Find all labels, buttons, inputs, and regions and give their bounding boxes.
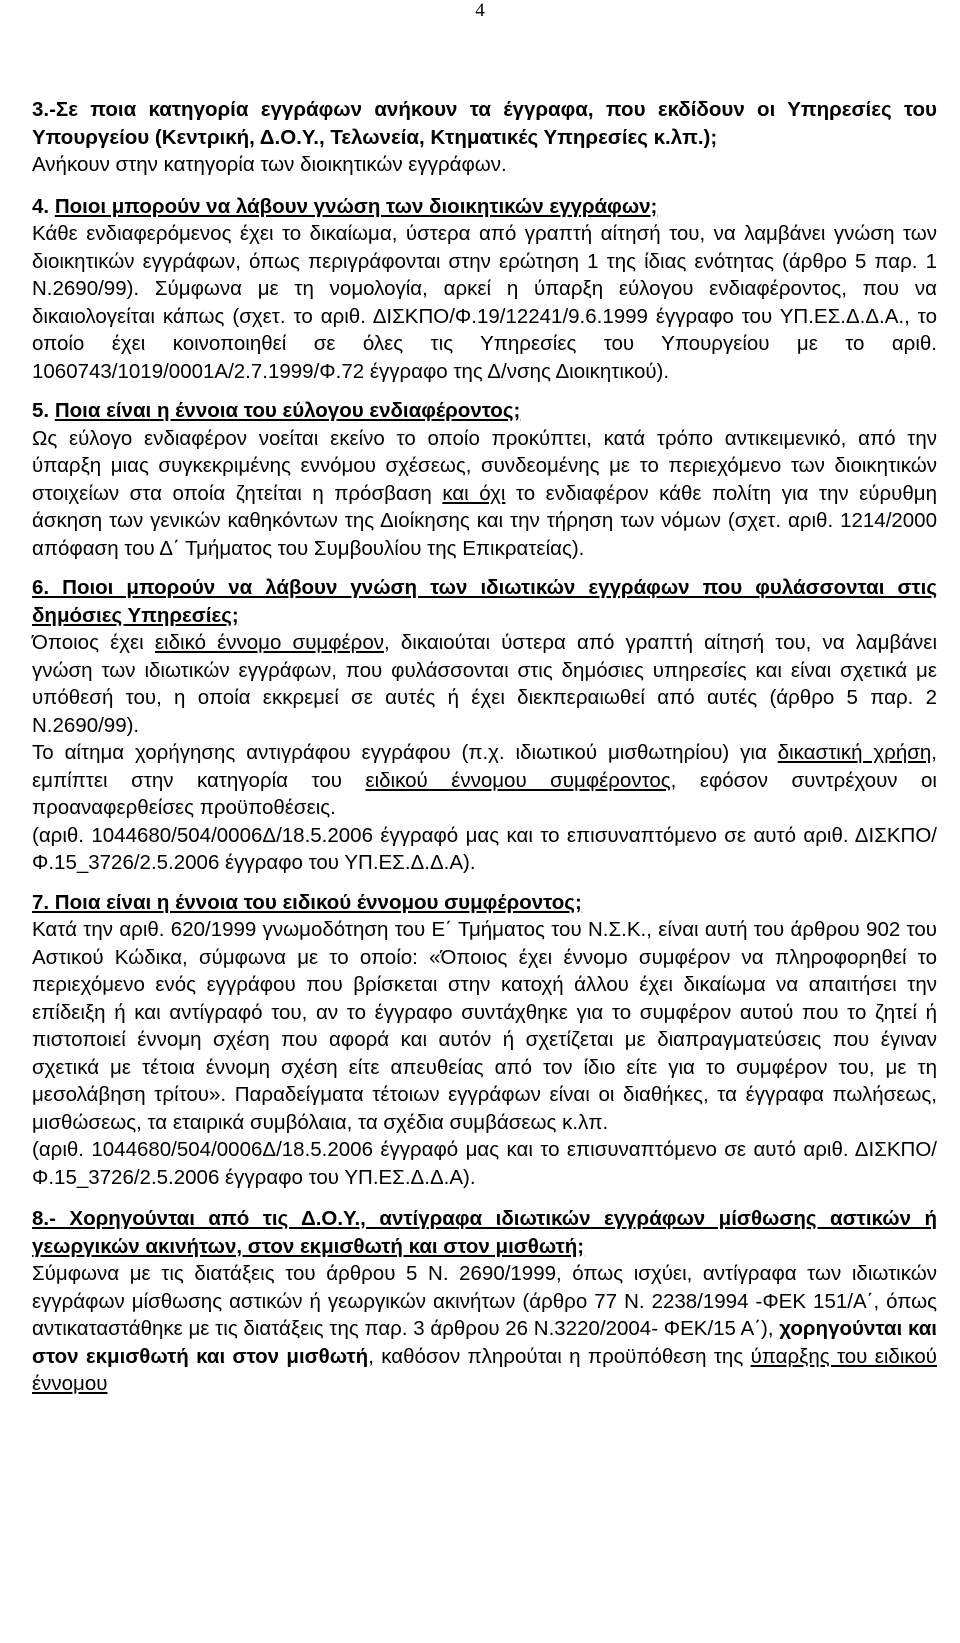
section-3 [32,96,937,179]
answer-6-p2-underlined-1: δικαστική χρήση [777,741,932,764]
question-4 [32,193,937,221]
answer-8-p1-underlined: ύπαρξης του ειδικού έννομου [32,1344,937,1395]
question-5-number: 5. [32,399,50,422]
answer-6-p1-b: , δικαιούται ύστερα από γραπτή αίτησή του, να λαμβάνει γνώση των ιδιωτικών εγγράφων, που φυλάσσονται στις δημόσιες υπηρεσίες και είναι σχετικά με υπόθεσή του, η οποία εκκρεμεί σε αυτές ή έχει διεκπεραιωθεί από αυτές (άρθρο 5 παρ. 2 Ν.2690/99). [32,631,938,737]
answer-8-paragraph-1 [32,1260,937,1398]
answer-6-p2-underlined-2: ειδικού έννομου συμφέροντος [365,768,671,792]
question-8: 8.- Χορηγούνται από τις Δ.Ο.Υ., αντίγραφα ιδιωτικών εγγράφων μίσθωσης αστικών ή γεωργικών ακινήτων, στον εκμισθωτή και στον μισθωτή; [32,1207,937,1258]
question-4-number: 4. [32,194,50,218]
answer-8-p1-a: Σύμφωνα με τις διατάξεις του άρθρου 5 Ν. 2690/1999, όπως ισχύει, αντίγραφα των ιδιωτικών εγγράφων μίσθωσης αστικών ή γεωργικών ακινήτων (άρθρο 77 Ν. 2238/1994 -ΦΕΚ 151/Α΄, όπως αντικαταστάθηκε με τις διατάξεις της παρ. 3 άρθρου 26 Ν.3220/2004- ΦΕΚ/15 Α΄), [32,1262,937,1340]
answer-6-reference: (αριθ. 1044680/504/0006Δ/18.5.2006 έγγραφό μας και το επισυναπτόμενο σε αυτό αριθ. ΔΙΣΚΠΟ/Φ.15_3726/2.5.2006 έγγραφο του ΥΠ.ΕΣ.Δ.Δ.Α). [32,823,937,874]
document-body [32,96,937,1410]
answer-6-paragraph-1 [32,629,937,739]
section-8 [32,1205,937,1398]
answer-5-text-a: Ως εύλογο ενδιαφέρον νοείται εκείνο το οποίο προκύπτει, κατά τρόπο αντικειμενικό, από την ύπαρξη μιας συγκεκριμένης εννόμου σχέσεως, συνδεομένης με το περιεχόμενο των διοικητικών στοιχείων στα οποία ζητείται η πρόσβαση [32,426,937,505]
question-3: 3.-Σε ποια κατηγορία εγγράφων ανήκουν τα έγγραφα, που εκδίδουν οι Υπηρεσίες του Υπουργείου (Κεντρική, Δ.Ο.Υ., Τελωνεία, Κτηματικές Υπηρεσίες κ.λπ.); [32,98,937,149]
answer-6-paragraph-2 [32,739,937,822]
answer-7-paragraph-1: Κατά την αριθ. 620/1999 γνωμοδότηση του Ε΄ Τμήματος του Ν.Σ.Κ., είναι αυτή του άρθρου 902 του Αστικού Κώδικα, σύμφωνα με το οποίο: «Όποιος έχει έννομο συμφέρον να πληροφορηθεί το περιεχόμενο ενός εγγράφου που βρίσκεται στην κατοχή άλλου έχει δικαίωμα να απαιτήσει την επίδειξη ή και αντίγραφό του, αν το έγγραφο συντάχθηκε για το συμφέρον αυτού που το ζητεί ή πιστοποιεί έννομη σχέση που αφορά και αυτόν ή σχετίζεται με διαπραγματεύσεις που έγιναν σχετικά με τέτοια έννομη σχέση είτε απευθείας από τον ίδιο είτε για το συμφέρον του, με τη μεσολάβηση τρίτου». Παραδείγματα τέτοιων εγγράφων είναι οι διαθήκες, τα έγγραφα πωλήσεως, μισθώσεως, τα εταιρικά συμβόλαια, τα σχέδια συμβάσεως κ.λπ. [32,918,937,1134]
answer-5-text-b: το ενδιαφέρον κάθε πολίτη για την εύρυθμη άσκηση των γενικών καθηκόντων της Διοίκησης και την τήρηση των νόμων (σχετ. αριθ. 1214/2000 απόφαση του Δ΄ Τμήματος του Συμβουλίου της Επικρατείας). [32,481,937,560]
question-5-title: Ποια είναι η έννοια του εύλογου ενδιαφέροντος; [54,399,521,422]
question-4-title: Ποιοι μπορούν να λάβουν γνώση των διοικητικών εγγράφων; [54,194,658,218]
question-6: 6. Ποιοι μπορούν να λάβουν γνώση των ιδιωτικών εγγράφων που φυλάσσονται στις δημόσιες Υπηρεσίες; [32,576,937,627]
answer-6-p2-b: , εμπίπτει στην κατηγορία του [32,741,937,792]
answer-6-p1-a: Όποιος έχει [32,631,155,654]
answer-6-p1-underlined: ειδικό έννομο συμφέρον [154,631,384,654]
answer-5-underlined: και όχι [442,481,506,505]
section-4 [32,193,937,386]
answer-4: Κάθε ενδιαφερόμενος έχει το δικαίωμα, ύστερα από γραπτή αίτησή του, να λαμβάνει γνώση των διοικητικών εγγράφων, όπως περιγράφονται στην ερώτηση 1 της ίδιας ενότητας (άρθρο 5 παρ. 1 Ν.2690/99). Σύμφωνα με τη νομολογία, αρκεί η ύπαρξη εύλογου ενδιαφέροντος, που να δικαιολογείται κάπως (σχετ. το αριθ. ΔΙΣΚΠΟ/Φ.19/12241/9.6.1999 έγγραφο του ΥΠ.ΕΣ.Δ.Δ.Α., το οποίο έχει κοινοποιηθεί σε όλες τις Υπηρεσίες του Υπουργείου με το αριθ. 1060743/1019/0001Α/2.7.1999/Φ.72 έγγραφο της Δ/νσης Διοικητικού). [32,222,937,383]
answer-8-p1-b: , καθόσον πληρούται η προϋπόθεση της [368,1344,751,1368]
answer-6-p2-c: , εφόσον συντρέχουν οι προαναφερθείσες προϋποθέσεις. [32,768,937,819]
section-6 [32,574,937,877]
answer-3: Ανήκουν στην κατηγορία των διοικητικών εγγράφων. [32,153,507,176]
section-7 [32,889,937,1192]
section-5 [32,397,937,562]
answer-5 [32,425,937,563]
answer-8-p1-bold: χορηγούνται και στον εκμισθωτή και στον μισθωτή [32,1317,937,1368]
answer-7-reference: (αριθ. 1044680/504/0006Δ/18.5.2006 έγγραφό μας και το επισυναπτόμενο σε αυτό αριθ. ΔΙΣΚΠΟ/Φ.15_3726/2.5.2006 έγγραφο του ΥΠ.ΕΣ.Δ.Δ.Α). [32,1138,937,1189]
page-number: 4 [475,0,485,21]
question-7: 7. Ποια είναι η έννοια του ειδικού έννομου συμφέροντος; [32,890,582,914]
answer-6-p2-a: Το αίτημα χορήγησης αντιγράφου εγγράφου (π.χ. ιδιωτικού μισθωτηρίου) για [32,741,778,764]
question-5 [32,397,937,425]
